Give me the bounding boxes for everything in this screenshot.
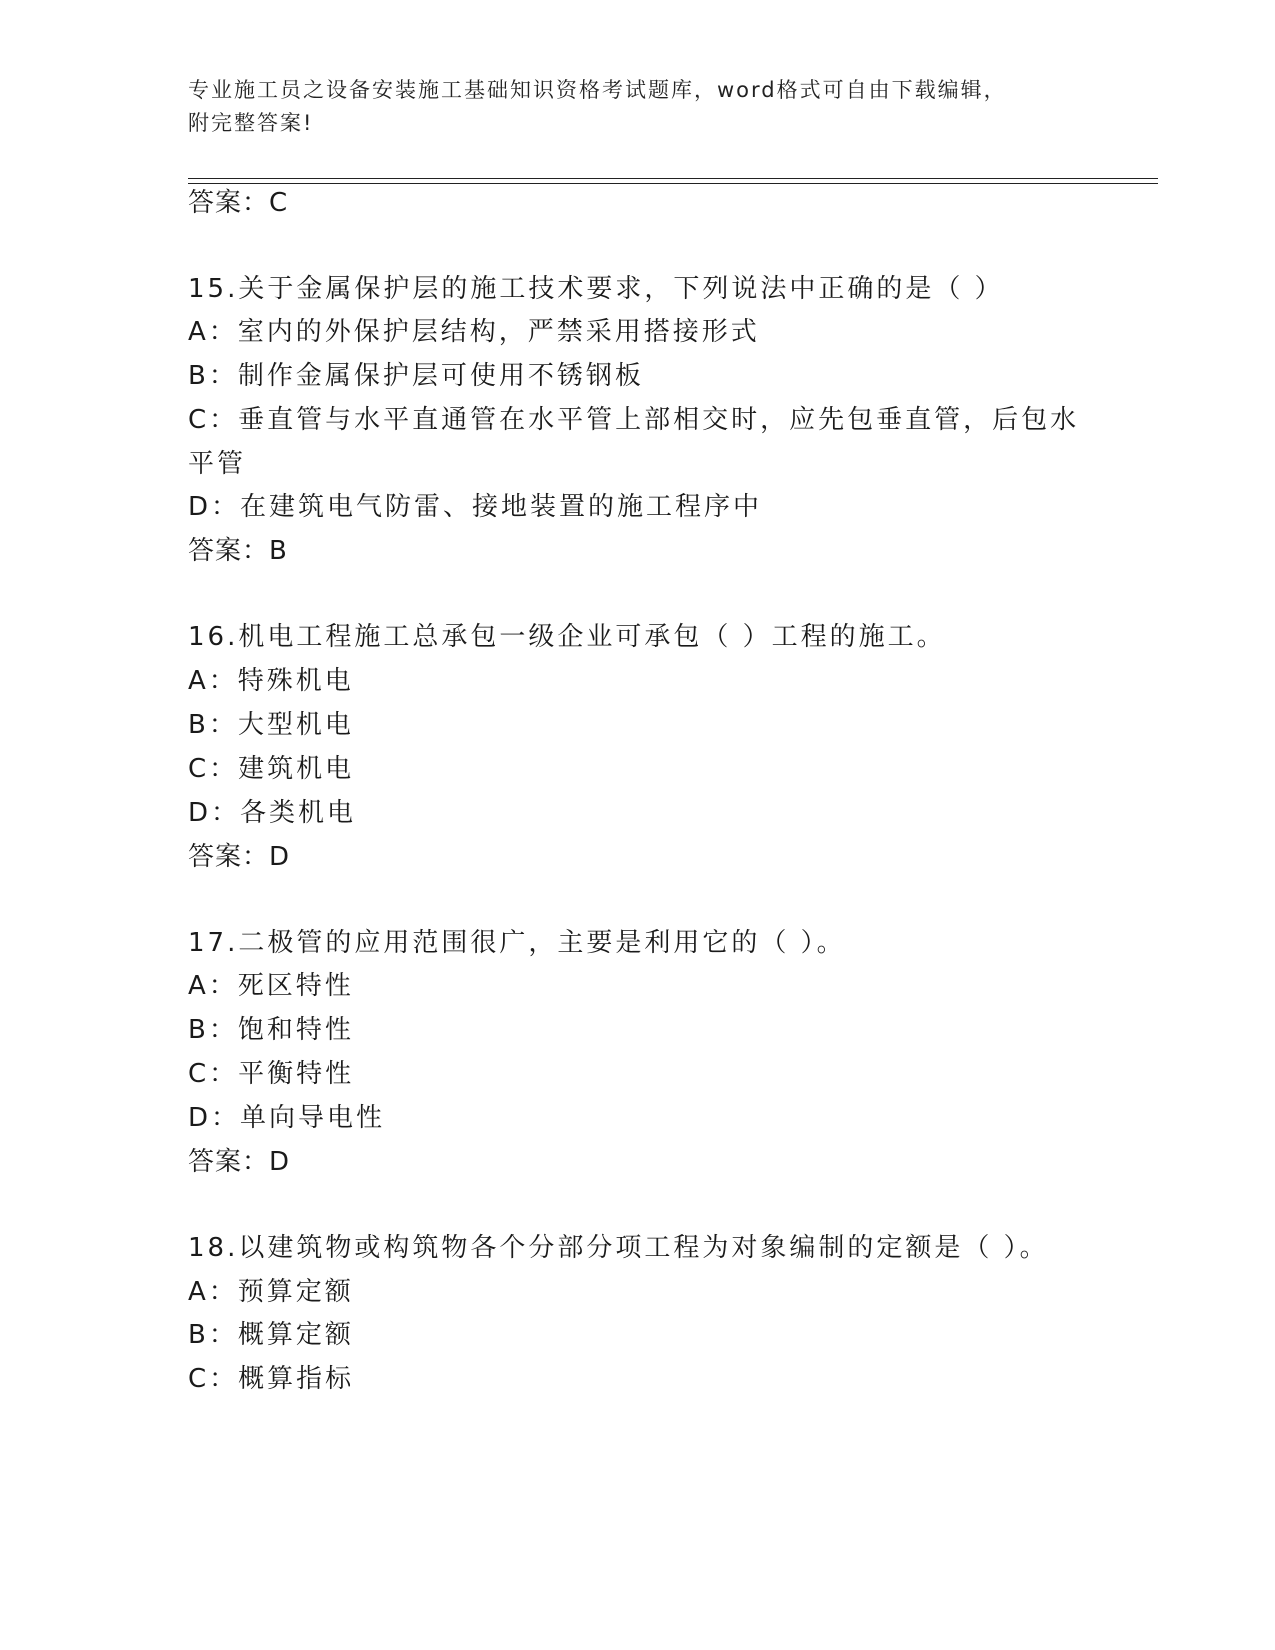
q17-answer: 答案：D: [188, 1147, 291, 1177]
document-header: [188, 74, 1088, 140]
q18-option-b: B：概算定额: [188, 1320, 354, 1350]
q16-option-b: B：大型机电: [188, 710, 354, 740]
answer-previous: 答案：C: [188, 188, 289, 218]
header-line-1: 专业施工员之设备安装施工基础知识资格考试题库，word格式可自由下载编辑，: [188, 78, 1007, 102]
q15-option-a: A：室内的外保护层结构，严禁采用搭接形式: [188, 317, 760, 347]
q18-option-c: C：概算指标: [188, 1364, 355, 1394]
question-16: 16.机电工程施工总承包一级企业可承包（ ）工程的施工。: [188, 622, 946, 652]
q16-option-c: C：建筑机电: [188, 754, 355, 784]
q15-option-b: B：制作金属保护层可使用不锈钢板: [188, 361, 644, 391]
q17-option-a: A：死区特性: [188, 971, 354, 1001]
q15-answer: 答案：B: [188, 536, 288, 566]
q17-option-b: B：饱和特性: [188, 1015, 354, 1045]
q16-option-a: A：特殊机电: [188, 666, 354, 696]
header-divider-bottom: [188, 183, 1158, 184]
q17-option-c: C：平衡特性: [188, 1059, 355, 1089]
q15-option-d: D：在建筑电气防雷、接地装置的施工程序中: [188, 492, 763, 522]
q15-option-c: C：垂直管与水平直通管在水平管上部相交时，应先包垂直管，后包水平管: [188, 405, 1080, 479]
question-18: 18.以建筑物或构筑物各个分部分项工程为对象编制的定额是（ ）。: [188, 1233, 1049, 1263]
q18-option-a: A：预算定额: [188, 1277, 354, 1307]
header-line-2: 附完整答案!: [188, 111, 314, 135]
q16-option-d: D：各类机电: [188, 798, 357, 828]
header-divider-top: [188, 178, 1158, 179]
q17-option-d: D：单向导电性: [188, 1103, 386, 1133]
question-17: 17.二极管的应用范围很广，主要是利用它的（ ）。: [188, 928, 846, 958]
q16-answer: 答案：D: [188, 842, 291, 872]
question-15: 15.关于金属保护层的施工技术要求，下列说法中正确的是（ ）: [188, 274, 1004, 304]
